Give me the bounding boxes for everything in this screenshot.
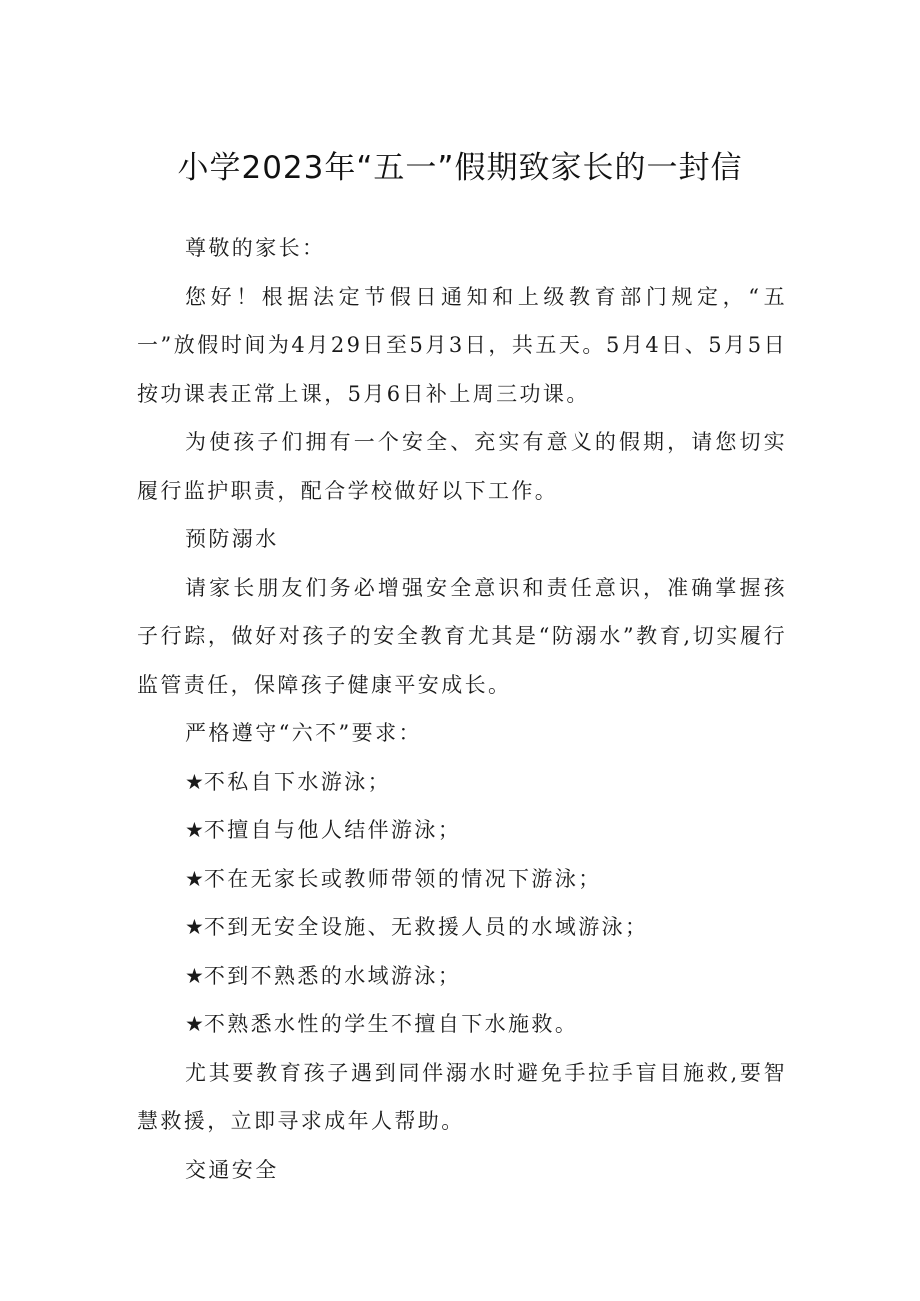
star-icon: ★ [185,866,204,891]
star-icon: ★ [185,769,204,794]
rule-text: 不私自下水游泳； [203,769,392,794]
rule-item [137,903,787,952]
page-title: 小学2023年“五一”假期致家长的一封信 [177,150,743,186]
rule-text: 不擅自与他人结伴游泳； [203,818,462,842]
rule-text: 不到无安全设施、无救援人员的水域游泳； [203,915,649,939]
star-icon: ★ [185,1012,204,1036]
section-heading-traffic: 交通安全 [185,1157,279,1182]
section-heading-drowning: 预防溺水 [185,527,279,551]
rules-intro: 严格遵守“六不”要求： [185,721,422,745]
rule-text: 不在无家长或教师带领的情况下游泳； [203,866,602,891]
rule-text: 不熟悉水性的学生不擅自下水施救。 [203,1012,579,1036]
salutation: 尊敬的家长： [185,236,326,260]
paragraph-rescue: 尤其要教育孩子遇到同伴溺水时避免手拉手盲目施救,要智慧救援，立即寻求成年人帮助。 [137,1060,787,1133]
rule-item [137,1000,787,1049]
star-icon: ★ [185,818,204,842]
letter-body [137,224,787,1194]
rule-item [137,806,787,855]
star-icon: ★ [185,915,204,939]
rule-item [137,855,787,904]
paragraph-greeting: 您好！根据法定节假日通知和上级教育部门规定，“五一”放假时间为4月29日至5月3日，共五天。5月4日、5月5日按功课表正常上课，5月6日补上周三功课。 [137,284,787,406]
paragraph-purpose: 为使孩子们拥有一个安全、充实有意义的假期，请您切实履行监护职责，配合学校做好以下工作。 [137,430,787,503]
rule-text: 不到不熟悉的水域游泳； [203,963,462,988]
rule-item [137,952,787,1001]
paragraph-drowning: 请家长朋友们务必增强安全意识和责任意识，准确掌握孩子行踪，做好对孩子的安全教育尤其是“防溺水”教育,切实履行监管责任，保障孩子健康平安成长。 [137,575,787,697]
star-icon: ★ [185,963,204,988]
rule-item [137,758,787,807]
